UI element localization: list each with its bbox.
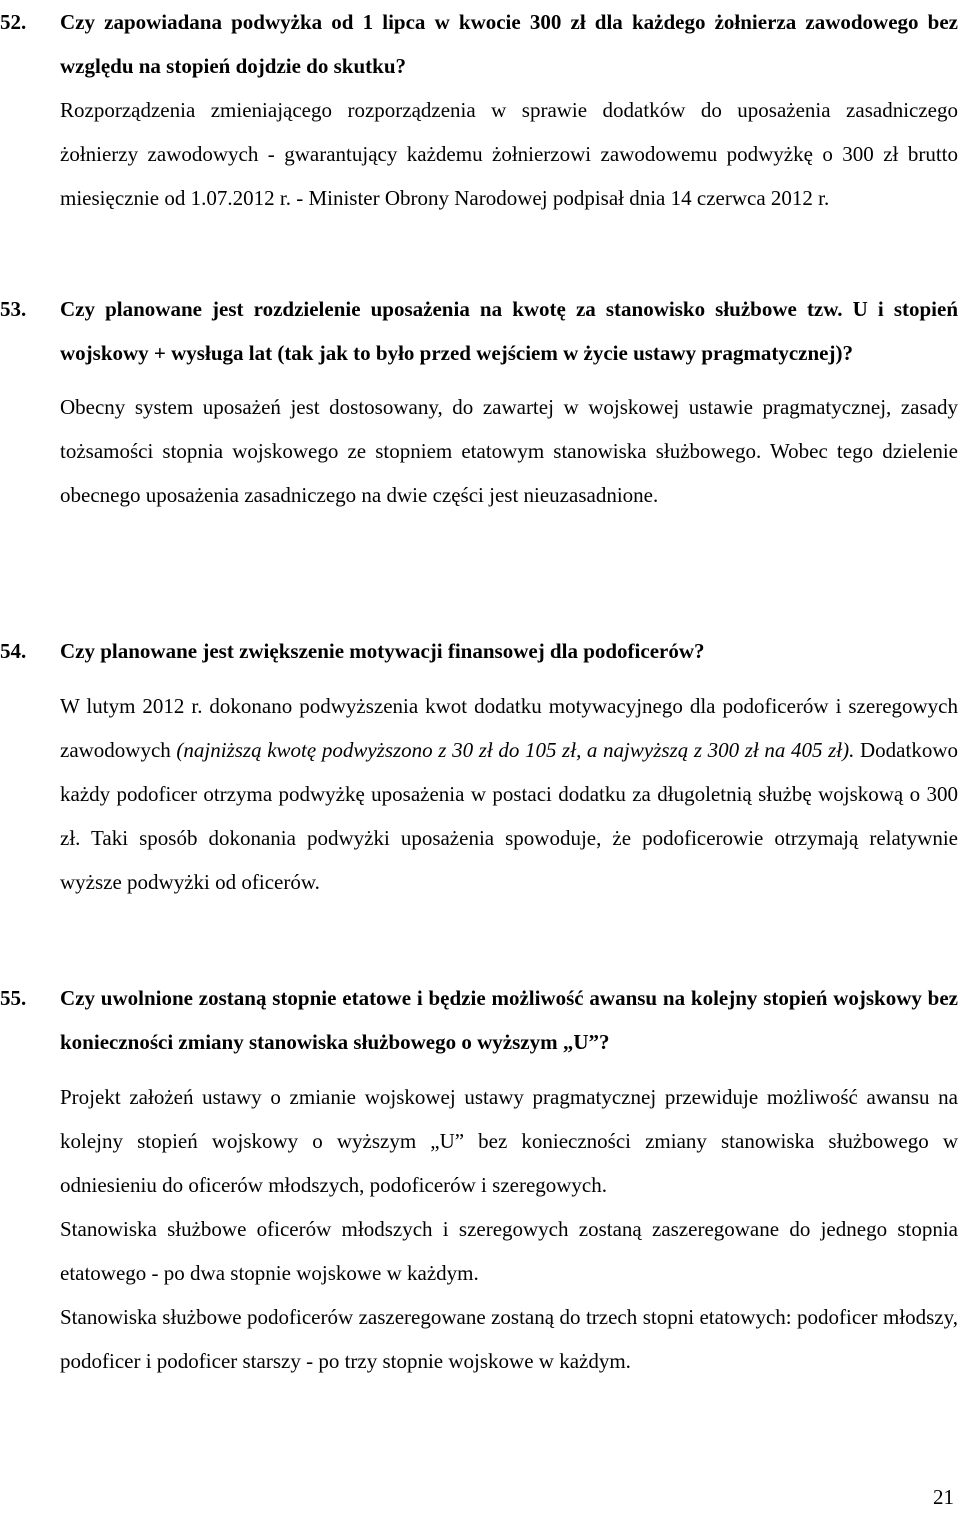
answer-54 xyxy=(0,684,958,904)
question-number-55: 55. xyxy=(0,986,27,1010)
question-text-52: Czy zapowiadana podwyżka od 1 lipca w kwocie 300 zł dla każdego żołnierza zawodowego bez względu na stopień dojdzie do skutku? xyxy=(60,10,958,78)
answer-55-p2: Stanowiska służbowe oficerów młodszych i szeregowych zostaną zaszeregowane do jednego stopnia etatowego - po dwa stopnie wojskowe w każdym. xyxy=(60,1217,958,1285)
question-number-52: 52. xyxy=(0,10,27,34)
qa-53 xyxy=(0,287,958,517)
page-number: 21 xyxy=(933,1485,954,1509)
qa-52 xyxy=(0,0,958,220)
answer-54-part2: Dodatkowo każdy podoficer otrzyma podwyżkę uposażenia w postaci dodatku za długoletnią służbę wojskową o 300 zł. Taki sposób dokonania podwyżki uposażenia spowoduje, że podoficerowie otrzymają relatywnie wyższe podwyżki od oficerów. xyxy=(60,738,958,894)
question-number-54: 54. xyxy=(0,639,27,663)
question-52 xyxy=(0,0,958,88)
question-55 xyxy=(0,976,958,1064)
question-text-55: Czy uwolnione zostaną stopnie etatowe i będzie możliwość awansu na kolejny stopień wojskowy bez konieczności zmiany stanowiska służbowego o wyższym „U”? xyxy=(60,986,958,1054)
question-number-53: 53. xyxy=(0,297,27,321)
answer-52: Rozporządzenia zmieniającego rozporządzenia w sprawie dodatków do uposażenia zasadniczego żołnierzy zawodowych - gwarantujący każdemu żołnierzowi zawodowemu podwyżkę o 300 zł brutto miesięcznie od 1.07.2012 r. - Minister Obrony Narodowej podpisał dnia 14 czerwca 2012 r. xyxy=(60,98,958,210)
answer-55-p3: Stanowiska służbowe podoficerów zaszeregowane zostaną do trzech stopni etatowych: podoficer młodszy, podoficer i podoficer starszy - po trzy stopnie wojskowe w każdym. xyxy=(60,1305,958,1373)
answer-54-part1: W lutym 2012 r. dokonano podwyższenia kwot dodatku motywacyjnego dla podoficerów i szeregowych zawodowych xyxy=(60,694,958,762)
answer-53: Obecny system uposażeń jest dostosowany, do zawartej w wojskowej ustawie pragmatycznej, zasady tożsamości stopnia wojskowego ze stopniem etatowym stanowiska służbowego. Wobec tego dzielenie obecnego uposażenia zasadniczego na dwie części jest nieuzasadnione. xyxy=(60,395,958,507)
answer-55-p1: Projekt założeń ustawy o zmianie wojskowej ustawy pragmatycznej przewiduje możliwość awansu na kolejny stopień wojskowy o wyższym „U” bez konieczności zmiany stanowiska służbowego w odniesieniu do oficerów młodszych, podoficerów i szeregowych. xyxy=(60,1085,958,1197)
question-text-53: Czy planowane jest rozdzielenie uposażenia na kwotę za stanowisko służbowe tzw. U i stopień wojskowy + wysługa lat (tak jak to było przed wejściem w życie ustawy pragmatycznej)? xyxy=(60,297,958,365)
question-54 xyxy=(0,629,958,673)
answer-54-italic: (najniższą kwotę podwyższono z 30 zł do 105 zł, a najwyższą z 300 zł na 405 zł). xyxy=(176,738,855,762)
qa-55 xyxy=(0,976,958,1383)
question-text-54: Czy planowane jest zwiększenie motywacji finansowej dla podoficerów? xyxy=(60,639,705,663)
qa-54 xyxy=(0,629,958,904)
question-53 xyxy=(0,287,958,375)
